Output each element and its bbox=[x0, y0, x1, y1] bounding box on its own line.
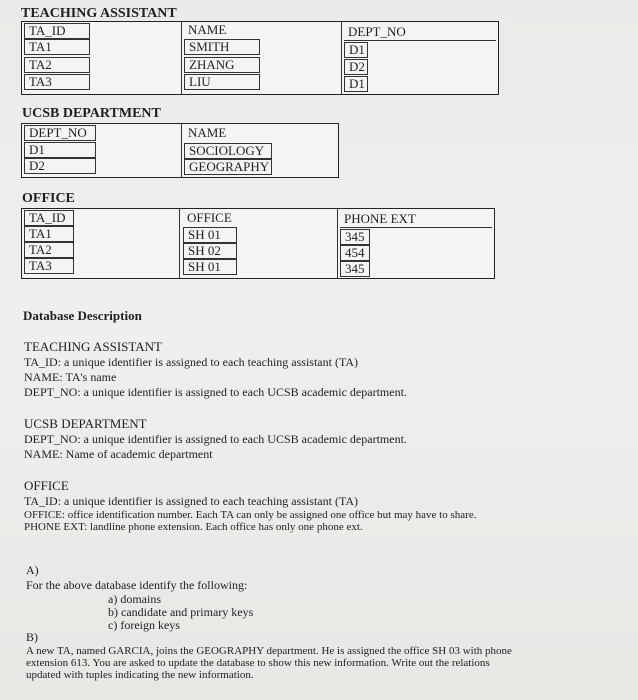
question-b-line: extension 613. You are asked to update the database to show this new information. Write out the relations bbox=[26, 657, 490, 669]
office-description-title: OFFICE bbox=[24, 478, 69, 493]
dept-header-deptno: DEPT_NO bbox=[24, 125, 96, 141]
office-header-phone: PHONE EXT bbox=[340, 212, 492, 228]
ta-description-title: TEACHING ASSISTANT bbox=[24, 339, 162, 354]
ta-header-taid: TA_ID bbox=[24, 23, 90, 39]
ta-description-line: NAME: TA's name bbox=[24, 370, 117, 384]
question-a-intro: For the above database identify the following: bbox=[26, 578, 248, 592]
dept-cell: D1 bbox=[24, 142, 96, 158]
dept-cell: GEOGRAPHY bbox=[184, 159, 272, 175]
ta-description-block bbox=[24, 339, 624, 400]
question-a-label: A) bbox=[26, 563, 39, 577]
ta-header-name: NAME bbox=[188, 22, 227, 37]
office-header-office: OFFICE bbox=[187, 210, 232, 225]
office-cell: SH 01 bbox=[183, 227, 237, 243]
ta-description-line: DEPT_NO: a unique identifier is assigned to each UCSB academic department. bbox=[24, 385, 407, 399]
ta-cell: TA3 bbox=[24, 74, 90, 90]
dept-header-name: NAME bbox=[188, 125, 227, 140]
question-a-item: a) domains bbox=[108, 592, 161, 606]
office-cell: TA3 bbox=[24, 258, 74, 274]
question-b-line: A new TA, named GARCIA, joins the GEOGRAPHY department. He is assigned the office SH 03 with phone bbox=[26, 645, 512, 657]
ta-header-dept: DEPT_NO bbox=[344, 25, 496, 41]
description-heading: Database Description bbox=[23, 308, 142, 323]
question-b-label: B) bbox=[26, 630, 38, 644]
ta-description-line: TA_ID: a unique identifier is assigned to each teaching assistant (TA) bbox=[24, 355, 358, 369]
office-header-taid: TA_ID bbox=[24, 210, 74, 226]
office-cell: 345 bbox=[340, 229, 370, 245]
ta-cell: LIU bbox=[184, 74, 260, 90]
office-cell: SH 02 bbox=[183, 243, 237, 259]
dept-description-block bbox=[24, 416, 624, 462]
office-description-line: PHONE EXT: landline phone extension. Each office has only one phone ext. bbox=[24, 521, 363, 533]
office-table bbox=[21, 208, 495, 279]
ta-cell: TA2 bbox=[24, 57, 90, 73]
office-description-block bbox=[24, 478, 634, 533]
dept-table-title: UCSB DEPARTMENT bbox=[22, 106, 161, 121]
ta-cell: D1 bbox=[344, 76, 368, 92]
office-cell: SH 01 bbox=[183, 259, 237, 275]
ta-table-title: TEACHING ASSISTANT bbox=[21, 6, 177, 21]
question-b-line: updated with tuples indicating the new information. bbox=[26, 669, 254, 681]
office-cell: 345 bbox=[340, 261, 370, 277]
dept-cell: D2 bbox=[24, 158, 96, 174]
dept-description-line: DEPT_NO: a unique identifier is assigned to each UCSB academic department. bbox=[24, 432, 407, 446]
ta-cell: TA1 bbox=[24, 39, 90, 55]
question-a-item: c) foreign keys bbox=[108, 618, 180, 632]
office-cell: TA2 bbox=[24, 242, 74, 258]
dept-table bbox=[21, 123, 339, 178]
dept-description-title: UCSB DEPARTMENT bbox=[24, 416, 147, 431]
office-table-title: OFFICE bbox=[22, 191, 75, 206]
ta-cell: D2 bbox=[344, 59, 368, 75]
office-cell: TA1 bbox=[24, 226, 74, 242]
office-description-line: TA_ID: a unique identifier is assigned to each teaching assistant (TA) bbox=[24, 494, 358, 508]
ta-cell: ZHANG bbox=[184, 57, 260, 73]
ta-cell: SMITH bbox=[184, 39, 260, 55]
question-a-block bbox=[26, 563, 626, 632]
office-description-line: OFFICE: office identification number. Each TA can only be assigned one office but may have to share. bbox=[24, 509, 477, 521]
office-cell: 454 bbox=[340, 245, 370, 261]
question-a-items bbox=[108, 593, 626, 632]
question-b-block bbox=[26, 630, 631, 681]
dept-cell: SOCIOLOGY bbox=[184, 143, 272, 159]
question-a-item: b) candidate and primary keys bbox=[108, 605, 254, 619]
ta-cell: D1 bbox=[344, 42, 368, 58]
ta-table bbox=[21, 21, 499, 95]
dept-description-line: NAME: Name of academic department bbox=[24, 447, 213, 461]
